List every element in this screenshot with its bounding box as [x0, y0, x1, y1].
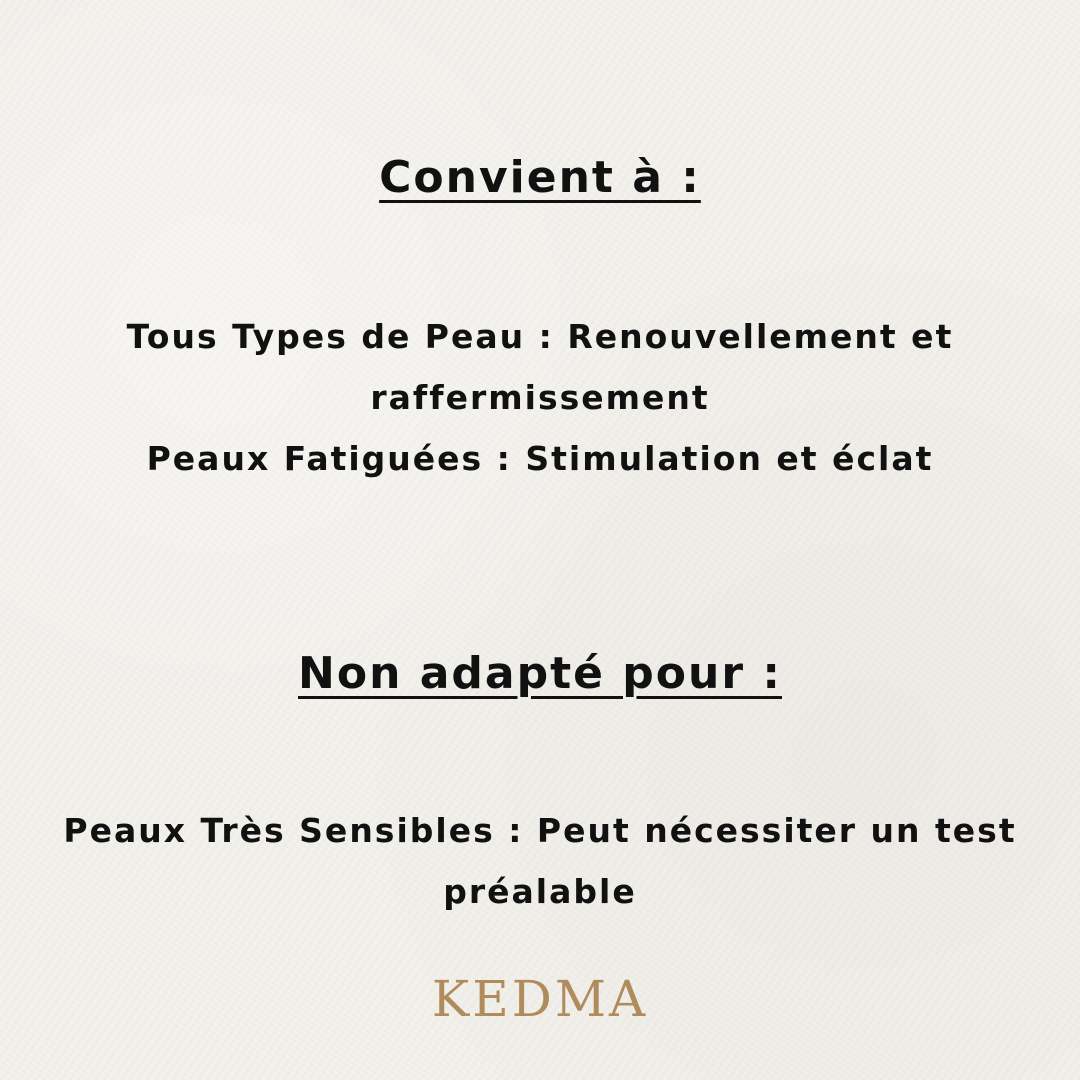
brand-logo: KEDMA [431, 970, 649, 1028]
not-suitable-list [40, 800, 1040, 922]
suitable-list [40, 306, 1040, 489]
suitable-heading: Convient à : [379, 152, 701, 203]
not-suitable-line: Peaux Très Sensibles : Peut nécessiter un test [63, 811, 1017, 850]
suitable-line: Peaux Fatiguées : Stimulation et éclat [146, 439, 934, 478]
suitable-line: Tous Types de Peau : Renouvellement et [126, 317, 954, 356]
not-suitable-heading: Non adapté pour : [298, 648, 782, 699]
not-suitable-line: préalable [443, 872, 637, 911]
suitable-line: raffermissement [370, 378, 710, 417]
